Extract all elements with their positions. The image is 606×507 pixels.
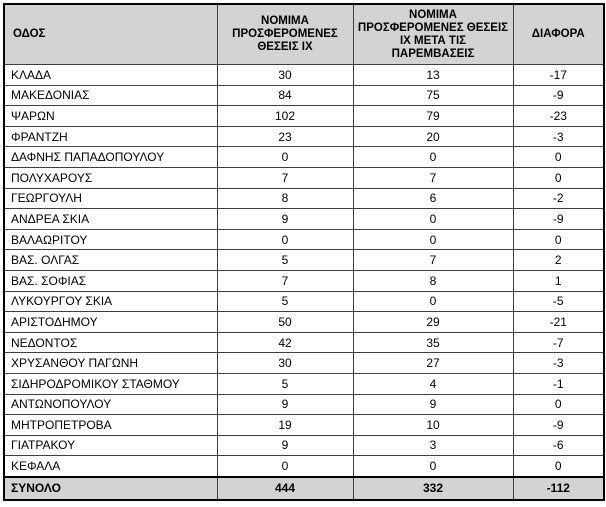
street-name-cell: ΨΑΡΩΝ: [4, 106, 217, 127]
spaces-after-cell: 0: [353, 209, 513, 230]
spaces-before-cell: 0: [217, 147, 353, 168]
table-row: [4, 270, 604, 291]
street-name-cell: ΚΛΑΔΑ: [4, 65, 217, 86]
header-row: [4, 4, 604, 65]
total-difference-cell: -112: [513, 477, 604, 500]
difference-cell: 1: [513, 270, 604, 291]
table-row: [4, 126, 604, 147]
spaces-after-cell: 9: [353, 394, 513, 415]
spaces-after-cell: 0: [353, 229, 513, 250]
spaces-after-cell: 20: [353, 126, 513, 147]
total-row: [4, 477, 604, 500]
spaces-before-cell: 5: [217, 250, 353, 271]
spaces-after-cell: 10: [353, 415, 513, 436]
spaces-after-cell: 13: [353, 65, 513, 86]
street-name-cell: ΦΡΑΝΤΖΗ: [4, 126, 217, 147]
spaces-before-cell: 7: [217, 167, 353, 188]
column-header-legal-spaces-after-interventions: ΝΟΜΙΜΑ ΠΡΟΣΦΕΡΟΜΕΝΕΣ ΘΕΣΕΙΣ ΙΧ ΜΕΤΑ ΤΙΣ ΠΑΡΕΜΒΑΣΕΙΣ: [353, 4, 513, 65]
spaces-before-cell: 8: [217, 188, 353, 209]
street-name-cell: ΛΥΚΟΥΡΓΟΥ ΣΚΙΑ: [4, 291, 217, 312]
difference-cell: -23: [513, 106, 604, 127]
spaces-after-cell: 0: [353, 147, 513, 168]
column-header-street: ΟΔΟΣ: [4, 4, 217, 65]
table-row: [4, 85, 604, 106]
table-row: [4, 65, 604, 86]
spaces-after-cell: 0: [353, 456, 513, 477]
table-row: [4, 312, 604, 333]
difference-cell: -1: [513, 373, 604, 394]
difference-cell: -2: [513, 188, 604, 209]
table-row: [4, 250, 604, 271]
street-name-cell: ΧΡΥΣΑΝΘΟΥ ΠΑΓΩΝΗ: [4, 353, 217, 374]
spaces-before-cell: 30: [217, 65, 353, 86]
spaces-after-cell: 79: [353, 106, 513, 127]
spaces-after-cell: 7: [353, 250, 513, 271]
spaces-before-cell: 5: [217, 373, 353, 394]
spaces-after-cell: 0: [353, 291, 513, 312]
total-spaces-after-cell: 332: [353, 477, 513, 500]
street-name-cell: ΠΟΛΥΧΑΡΟΥΣ: [4, 167, 217, 188]
table-row: [4, 147, 604, 168]
spaces-after-cell: 6: [353, 188, 513, 209]
street-name-cell: ΓΕΩΡΓΟΥΛΗ: [4, 188, 217, 209]
difference-cell: 0: [513, 394, 604, 415]
spaces-after-cell: 35: [353, 332, 513, 353]
table-row: [4, 435, 604, 456]
spaces-after-cell: 7: [353, 167, 513, 188]
spaces-after-cell: 8: [353, 270, 513, 291]
spaces-after-cell: 4: [353, 373, 513, 394]
street-name-cell: ΔΑΦΝΗΣ ΠΑΠΑΔΟΠΟΥΛΟΥ: [4, 147, 217, 168]
difference-cell: -3: [513, 126, 604, 147]
table-row: [4, 332, 604, 353]
table-row: [4, 353, 604, 374]
table-row: [4, 229, 604, 250]
parking-spaces-table: [3, 3, 605, 501]
table-row: [4, 394, 604, 415]
spaces-before-cell: 9: [217, 435, 353, 456]
street-name-cell: ΒΑΣ. ΟΛΓΑΣ: [4, 250, 217, 271]
difference-cell: 0: [513, 147, 604, 168]
spaces-before-cell: 0: [217, 229, 353, 250]
table-row: [4, 456, 604, 477]
street-name-cell: ΜΑΚΕΔΟΝΙΑΣ: [4, 85, 217, 106]
difference-cell: 2: [513, 250, 604, 271]
spaces-after-cell: 75: [353, 85, 513, 106]
spaces-before-cell: 0: [217, 456, 353, 477]
spaces-after-cell: 27: [353, 353, 513, 374]
spaces-after-cell: 3: [353, 435, 513, 456]
street-name-cell: ΒΑΣ. ΣΟΦΙΑΣ: [4, 270, 217, 291]
spaces-before-cell: 23: [217, 126, 353, 147]
column-header-legal-spaces: ΝΟΜΙΜΑ ΠΡΟΣΦΕΡΟΜΕΝΕΣ ΘΕΣΕΙΣ ΙΧ: [217, 4, 353, 65]
spaces-before-cell: 19: [217, 415, 353, 436]
difference-cell: -7: [513, 332, 604, 353]
street-name-cell: ΣΙΔΗΡΟΔΡΟΜΙΚΟΥ ΣΤΑΘΜΟΥ: [4, 373, 217, 394]
column-header-difference: ΔΙΑΦΟΡΑ: [513, 4, 604, 65]
difference-cell: -21: [513, 312, 604, 333]
street-name-cell: ΓΙΑΤΡΑΚΟΥ: [4, 435, 217, 456]
spaces-before-cell: 84: [217, 85, 353, 106]
spaces-before-cell: 5: [217, 291, 353, 312]
spaces-before-cell: 9: [217, 209, 353, 230]
difference-cell: -9: [513, 415, 604, 436]
spaces-before-cell: 30: [217, 353, 353, 374]
difference-cell: 0: [513, 456, 604, 477]
street-name-cell: ΑΝΤΩΝΟΠΟΥΛΟΥ: [4, 394, 217, 415]
difference-cell: -9: [513, 209, 604, 230]
street-name-cell: ΒΑΛΑΩΡΙΤΟΥ: [4, 229, 217, 250]
street-name-cell: ΑΡΙΣΤΟΔΗΜΟΥ: [4, 312, 217, 333]
spaces-before-cell: 9: [217, 394, 353, 415]
difference-cell: 0: [513, 229, 604, 250]
spaces-before-cell: 42: [217, 332, 353, 353]
difference-cell: -9: [513, 85, 604, 106]
difference-cell: 0: [513, 167, 604, 188]
difference-cell: -3: [513, 353, 604, 374]
spaces-before-cell: 102: [217, 106, 353, 127]
table-header: [4, 4, 604, 65]
table-row: [4, 291, 604, 312]
spaces-before-cell: 7: [217, 270, 353, 291]
street-name-cell: ΜΗΤΡΟΠΕΤΡΟΒΑ: [4, 415, 217, 436]
spaces-after-cell: 29: [353, 312, 513, 333]
street-name-cell: ΑΝΔΡΕΑ ΣΚΙΑ: [4, 209, 217, 230]
table-row: [4, 373, 604, 394]
table-row: [4, 106, 604, 127]
table-body: [4, 65, 604, 500]
total-spaces-before-cell: 444: [217, 477, 353, 500]
difference-cell: -6: [513, 435, 604, 456]
table-row: [4, 188, 604, 209]
street-name-cell: ΚΕΦΑΛΑ: [4, 456, 217, 477]
table-row: [4, 167, 604, 188]
spaces-before-cell: 50: [217, 312, 353, 333]
table-row: [4, 415, 604, 436]
street-name-cell: ΝΕΔΟΝΤΟΣ: [4, 332, 217, 353]
total-label-cell: ΣΥΝΟΛΟ: [4, 477, 217, 500]
difference-cell: -5: [513, 291, 604, 312]
difference-cell: -17: [513, 65, 604, 86]
table-row: [4, 209, 604, 230]
